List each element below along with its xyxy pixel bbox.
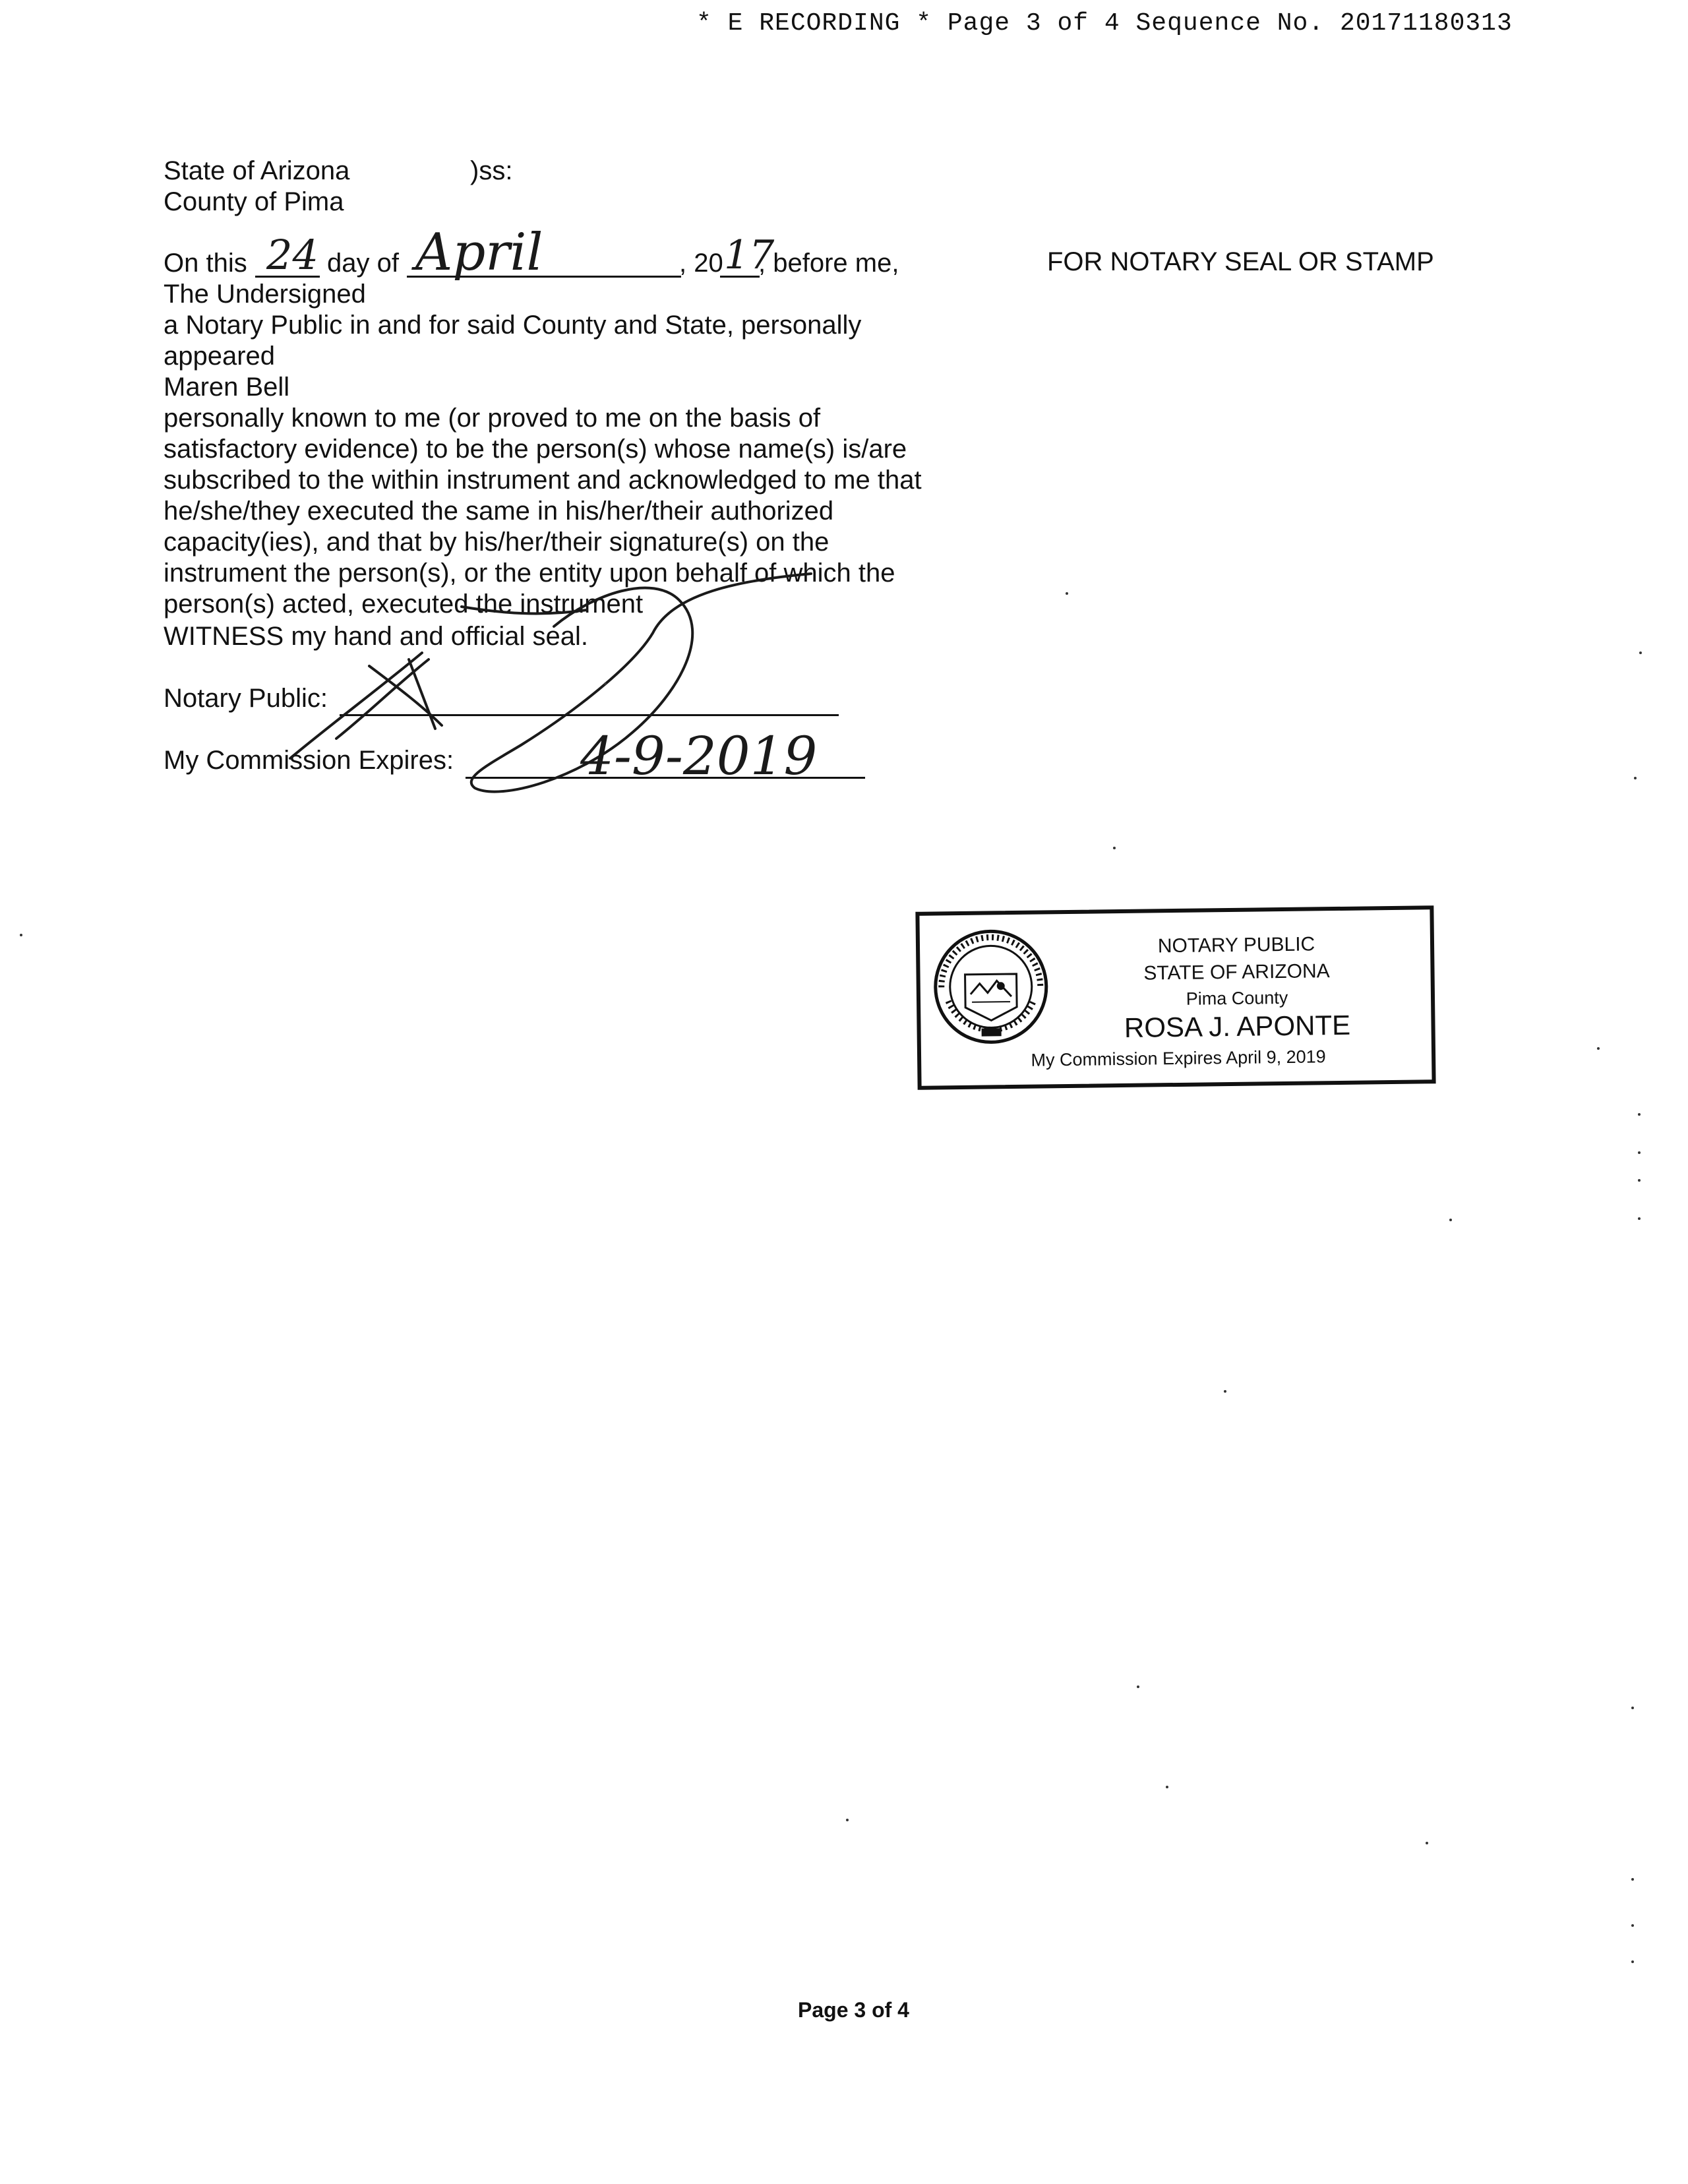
commission-expires-handwritten: 4-9-2019	[580, 725, 818, 787]
stamp-expiration: My Commission Expires April 9, 2019	[1031, 1046, 1326, 1070]
day-handwritten: 24	[266, 231, 318, 279]
signer-name: Maren Bell	[164, 373, 290, 402]
on-this-label: On this	[164, 249, 247, 278]
paragraph-line: person(s) acted, executed the instrument	[164, 590, 644, 619]
notary-line: a Notary Public in and for said County and State, personally	[164, 311, 862, 340]
paragraph-line: personally known to me (or proved to me on the basis of	[164, 404, 821, 433]
venue-county: County of Pima	[164, 187, 344, 216]
paragraph-line: satisfactory evidence) to be the person(s) whose name(s) is/are	[164, 435, 907, 464]
stamp-area-caption: FOR NOTARY SEAL OR STAMP	[1047, 247, 1434, 276]
before-me-label: , before me,	[758, 249, 899, 278]
notary-name-line: The Undersigned	[164, 280, 366, 309]
stamp-county: Pima County	[1186, 987, 1288, 1009]
arizona-state-seal-icon	[932, 927, 1050, 1046]
page-footer: Page 3 of 4	[798, 1998, 909, 2022]
stamp-title: NOTARY PUBLIC	[1157, 933, 1315, 957]
stamp-notary-name: ROSA J. APONTE	[1124, 1009, 1351, 1043]
venue-ss: )ss:	[470, 156, 513, 185]
paragraph-line: he/she/they executed the same in his/her/their authorized	[164, 497, 834, 526]
paragraph-line: capacity(ies), and that by his/her/their signature(s) on the	[164, 528, 829, 557]
stamp-state: STATE OF ARIZONA	[1143, 960, 1330, 985]
year-prefix: , 20	[679, 249, 723, 278]
venue-state: State of Arizona	[164, 156, 350, 185]
commission-expires-label: My Commission Expires:	[164, 746, 454, 775]
paragraph-line: subscribed to the within instrument and acknowledged to me that	[164, 466, 922, 495]
year-handwritten: 17	[724, 232, 775, 278]
recording-header: * E RECORDING * Page 3 of 4 Sequence No. 20171180313	[696, 9, 1513, 38]
witness-line: WITNESS my hand and official seal.	[164, 622, 588, 651]
notary-public-label: Notary Public:	[164, 684, 328, 713]
paragraph-line: instrument the person(s), or the entity upon behalf of which the	[164, 559, 895, 588]
day-of-label: day of	[327, 249, 399, 278]
month-handwritten: April	[415, 223, 543, 282]
appeared-line: appeared	[164, 342, 276, 371]
notary-stamp	[915, 905, 1435, 1090]
